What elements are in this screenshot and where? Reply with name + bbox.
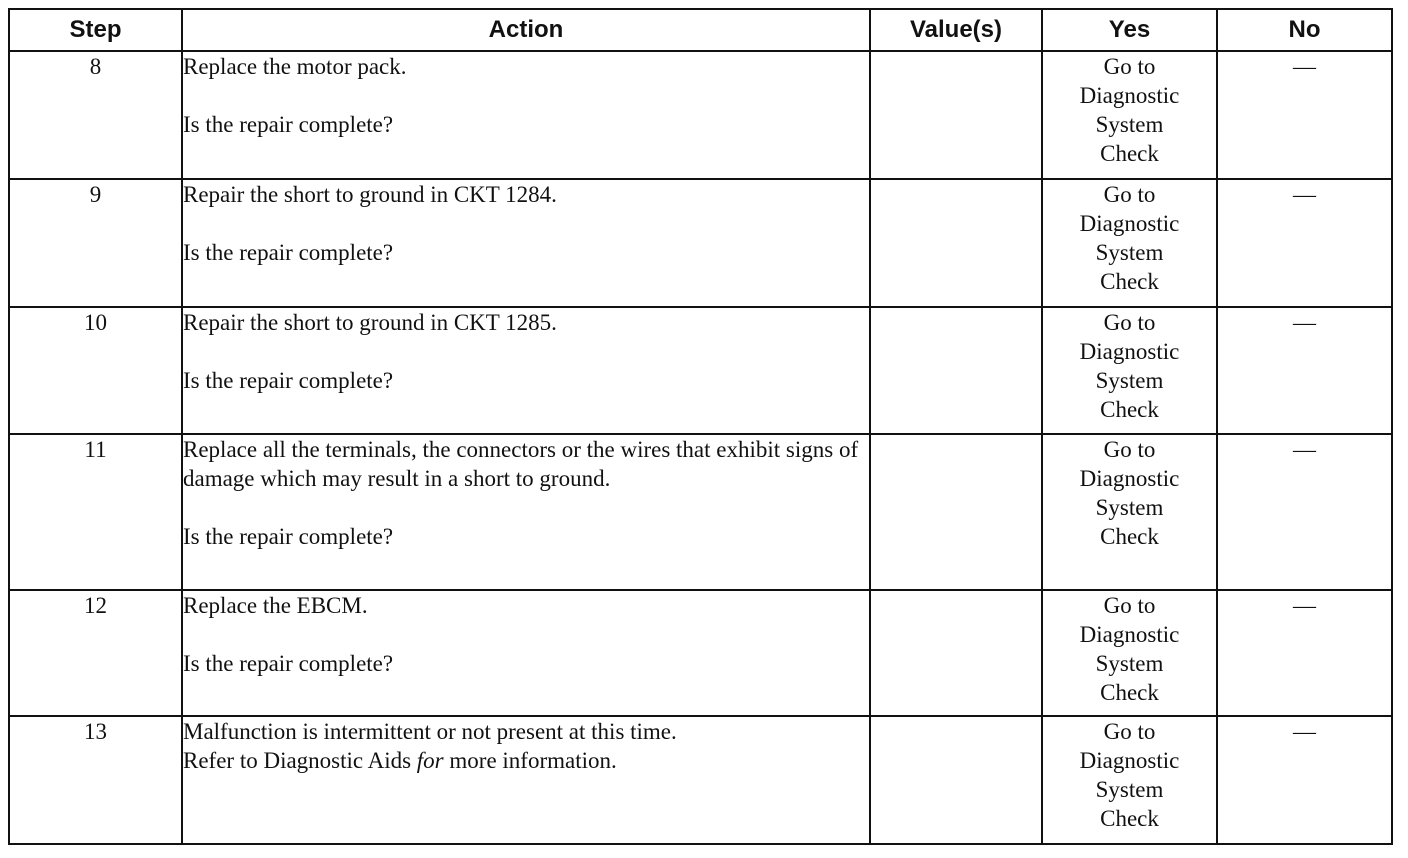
table-row: [9, 51, 1392, 179]
value-cell: [870, 51, 1042, 179]
no-cell: [1217, 179, 1392, 307]
diagnostic-table: [8, 8, 1393, 845]
value-cell: [870, 179, 1042, 307]
step-number: 12: [9, 590, 182, 716]
header-row: [9, 9, 1392, 51]
yes-cell: [1042, 51, 1217, 179]
table-row: [9, 716, 1392, 844]
action-instruction: Repair the short to ground in CKT 1284.: [183, 182, 557, 207]
header-yes: Yes: [1042, 9, 1217, 51]
yes-line: System: [1095, 368, 1164, 393]
no-dash: —: [1293, 593, 1316, 618]
no-dash: —: [1293, 437, 1316, 462]
action-instruction: Replace the motor pack.: [183, 54, 407, 79]
yes-line: Check: [1100, 680, 1159, 705]
action-question: Is the repair complete?: [183, 368, 394, 393]
yes-line: Diagnostic: [1079, 622, 1180, 647]
yes-line: Go to: [1103, 182, 1156, 207]
yes-line: System: [1095, 495, 1164, 520]
yes-line: Diagnostic: [1079, 466, 1180, 491]
yes-cell: [1042, 590, 1217, 716]
action-cell: [182, 51, 870, 179]
reference-italic: for: [416, 748, 444, 773]
step-number: 10: [9, 307, 182, 434]
action-question: Is the repair complete?: [183, 524, 394, 549]
yes-line: Diagnostic: [1079, 748, 1180, 773]
yes-line: Go to: [1103, 719, 1156, 744]
yes-line: Diagnostic: [1079, 211, 1180, 236]
yes-line: Check: [1100, 141, 1159, 166]
step-number: 9: [9, 179, 182, 307]
table-row: [9, 590, 1392, 716]
no-cell: [1217, 590, 1392, 716]
action-cell: [182, 434, 870, 590]
yes-cell: [1042, 179, 1217, 307]
action-instruction: Malfunction is intermittent or not present at this time.: [183, 719, 677, 744]
table-row: [9, 307, 1392, 434]
no-cell: [1217, 434, 1392, 590]
action-question: Is the repair complete?: [183, 240, 394, 265]
no-dash: —: [1293, 54, 1316, 79]
yes-cell: [1042, 434, 1217, 590]
action-instruction: Repair the short to ground in CKT 1285.: [183, 310, 557, 335]
yes-line: Go to: [1103, 310, 1156, 335]
header-action: Action: [182, 9, 870, 51]
value-cell: [870, 590, 1042, 716]
header-values: Value(s): [870, 9, 1042, 51]
no-cell: [1217, 307, 1392, 434]
reference-text-end: more information.: [443, 748, 617, 773]
action-cell: [182, 179, 870, 307]
no-cell: [1217, 716, 1392, 844]
value-cell: [870, 434, 1042, 590]
yes-line: Go to: [1103, 593, 1156, 618]
no-dash: —: [1293, 719, 1316, 744]
yes-line: Diagnostic: [1079, 83, 1180, 108]
yes-line: System: [1095, 240, 1164, 265]
diagnostic-table-container: [8, 8, 1393, 845]
action-question: Is the repair complete?: [183, 651, 394, 676]
yes-line: Diagnostic: [1079, 339, 1180, 364]
step-number: 11: [9, 434, 182, 590]
yes-line: Go to: [1103, 437, 1156, 462]
yes-line: Check: [1100, 269, 1159, 294]
table-row: [9, 434, 1392, 590]
yes-line: Check: [1100, 806, 1159, 831]
yes-line: Go to: [1103, 54, 1156, 79]
no-cell: [1217, 51, 1392, 179]
yes-cell: [1042, 307, 1217, 434]
action-question: Is the repair complete?: [183, 112, 394, 137]
step-number: 13: [9, 716, 182, 844]
action-cell: [182, 307, 870, 434]
table-row: [9, 179, 1392, 307]
yes-line: System: [1095, 777, 1164, 802]
yes-line: Check: [1100, 397, 1159, 422]
value-cell: [870, 716, 1042, 844]
yes-line: System: [1095, 651, 1164, 676]
value-cell: [870, 307, 1042, 434]
action-cell: [182, 590, 870, 716]
reference-text: Refer to Diagnostic Aids: [183, 748, 417, 773]
action-cell: [182, 716, 870, 844]
no-dash: —: [1293, 182, 1316, 207]
header-step: Step: [9, 9, 182, 51]
yes-line: Check: [1100, 524, 1159, 549]
no-dash: —: [1293, 310, 1316, 335]
yes-cell: [1042, 716, 1217, 844]
action-instruction: Replace the EBCM.: [183, 593, 368, 618]
yes-line: System: [1095, 112, 1164, 137]
action-instruction: Replace all the terminals, the connectors or the wires that exhibit signs of damage which may result in a short to ground.: [183, 437, 859, 491]
header-no: No: [1217, 9, 1392, 51]
step-number: 8: [9, 51, 182, 179]
action-reference: [183, 746, 869, 775]
